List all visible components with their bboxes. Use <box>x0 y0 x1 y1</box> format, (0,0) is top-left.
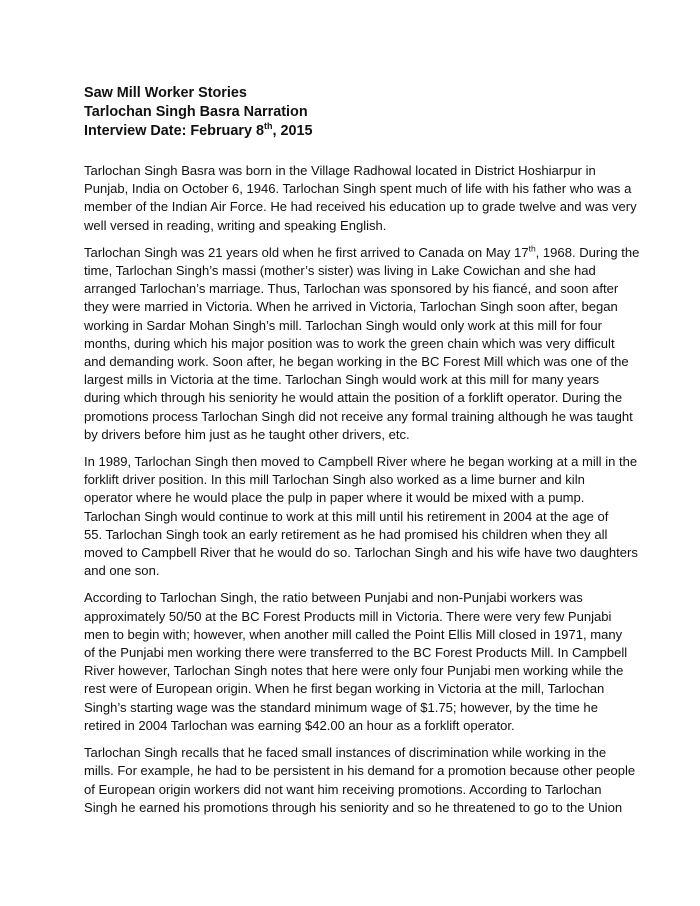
paragraph-line: rest were of European origin. When he first began working in Victoria at the mill, Tarlochan <box>84 681 605 697</box>
paragraph-2 <box>84 243 640 444</box>
paragraph-line: Punjab, India on October 6, 1946. Tarlochan Singh spent much of life with his father who was a <box>84 181 632 197</box>
interview-date-ordinal: th <box>263 121 273 132</box>
paragraph-line: River however, Tarlochan Singh notes that here were only four Punjabi men working while the <box>84 663 624 679</box>
paragraph-1 <box>84 162 637 235</box>
paragraph-line: mills. For example, he had to be persistent in his demand for a promotion because other people <box>84 763 636 779</box>
interview-date-prefix: Interview Date: February 8 <box>84 123 264 139</box>
document-header <box>84 84 624 141</box>
paragraph-line: arranged Tarlochan’s marriage. Thus, Tarlochan was sponsored by his fiancé, and soon after <box>84 281 619 297</box>
arrival-date-ordinal: th <box>528 243 536 254</box>
paragraph-line: of European origin workers did not want him receiving promotions. According to Tarlochan <box>84 781 602 797</box>
paragraph-line: men to begin with; however, when another mill called the Point Ellis Mill closed in 1971, many <box>84 626 623 642</box>
paragraph-line: months, during which his major position was to work the green chain which was very difficult <box>84 335 615 351</box>
paragraph-line: member of the Indian Air Force. He had received his education up to grade twelve and was very <box>84 199 637 215</box>
paragraph-line <box>84 243 640 262</box>
document-title: Saw Mill Worker Stories <box>84 85 247 101</box>
paragraph-line: Tarlochan Singh recalls that he faced small instances of discrimination while working in the <box>84 745 607 761</box>
paragraph-line: time, Tarlochan Singh’s massi (mother’s sister) was living in Lake Cowichan and she had <box>84 263 596 279</box>
paragraph-line: largest mills in Victoria at the time. Tarlochan Singh would work at this mill for many years <box>84 372 600 388</box>
paragraph-line: In 1989, Tarlochan Singh then moved to Campbell River where he began working at a mill in the <box>84 454 638 470</box>
paragraph-line: 55. Tarlochan Singh took an early retirement as he had promised his children when they all <box>84 526 608 542</box>
paragraph-line: they were married in Victoria. When he arrived in Victoria, Tarlochan Singh soon after, began <box>84 299 618 315</box>
paragraph-line: well versed in reading, writing and speaking English. <box>84 217 387 233</box>
paragraph-line: retired in 2004 Tarlochan was earning $42.00 an hour as a forklift operator. <box>84 717 515 733</box>
paragraph-line: promotions process Tarlochan Singh did not receive any formal training although he was taught <box>84 408 633 424</box>
paragraph-line: Singh he earned his promotions through his seniority and so he threatened to go to the Union <box>84 799 623 815</box>
document-subtitle: Tarlochan Singh Basra Narration <box>84 104 308 120</box>
arrival-date-prefix: Tarlochan Singh was 21 years old when he first arrived to Canada on May 17 <box>84 244 529 260</box>
paragraph-line: According to Tarlochan Singh, the ratio between Punjabi and non-Punjabi workers was <box>84 590 583 606</box>
paragraph-line: working in Sardar Mohan Singh’s mill. Tarlochan Singh would only work at this mill for four <box>84 317 603 333</box>
paragraph-line: moved to Campbell River that he would do so. Tarlochan Singh and his wife have two daughters <box>84 545 638 561</box>
paragraph-line: Singh’s starting wage was the standard minimum wage of $1.75; however, by the time he <box>84 699 598 715</box>
arrival-date-suffix: , 1968. During the <box>535 244 640 260</box>
paragraph-line: Tarlochan Singh Basra was born in the Village Radhowal located in District Hoshiarpur in <box>84 163 596 178</box>
paragraph-line: and demanding work. Soon after, he began working in the BC Forest Mill which was one of the <box>84 354 629 370</box>
interview-date <box>84 122 624 141</box>
paragraph-4 <box>84 589 628 735</box>
paragraph-line: of the Punjabi men working there were transferred to the BC Forest Products Mill. In Campbell <box>84 645 628 661</box>
interview-date-suffix: , 2015 <box>272 123 313 139</box>
paragraph-line: during which through his seniority he would attain the position of a forklift operator. During the <box>84 390 623 406</box>
paragraph-line: operator where he would place the pulp in paper where it would be mixed with a pump. <box>84 490 585 506</box>
paragraph-line: Tarlochan Singh would continue to work at this mill until his retirement in 2004 at the age of <box>84 508 609 524</box>
document-body <box>84 162 640 826</box>
paragraph-line: by drivers before him just as he taught other drivers, etc. <box>84 426 410 442</box>
paragraph-line: and one son. <box>84 563 160 579</box>
paragraph-line: forklift driver position. In this mill Tarlochan Singh also worked as a lime burner and kiln <box>84 472 585 488</box>
paragraph-line: approximately 50/50 at the BC Forest Products mill in Victoria. There were very few Punjabi <box>84 608 612 624</box>
paragraph-5 <box>84 744 636 817</box>
paragraph-3 <box>84 453 638 580</box>
